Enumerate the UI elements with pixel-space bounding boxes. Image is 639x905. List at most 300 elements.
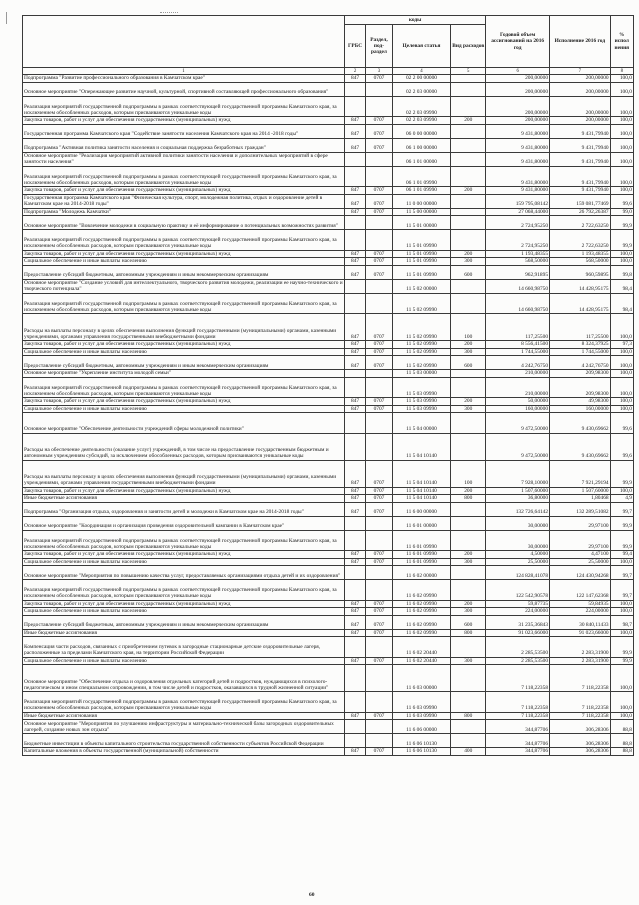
row-plan: 50,00000 (486, 398, 550, 406)
row-target-article: 11 6 02 09990 (392, 615, 450, 629)
row-plan: 159 795,08142 (486, 194, 550, 208)
row-razdel: 0707 (366, 748, 393, 756)
row-percent: 88,8 (610, 748, 633, 756)
row-execution: 29,97100 (550, 516, 611, 530)
row-razdel (366, 82, 393, 96)
row-execution: 1 193,48355 (550, 250, 611, 258)
row-razdel: 0707 (366, 551, 393, 559)
row-plan: 210,00000 (486, 370, 550, 378)
row-execution: 306,28306 (550, 720, 611, 734)
table-row (23, 460, 634, 487)
row-target-article: 11 6 02 20440 (392, 637, 450, 658)
table-row (23, 293, 634, 314)
row-percent: 100,0 (610, 558, 633, 566)
table-row (23, 566, 634, 580)
row-percent: 100,0 (610, 487, 633, 495)
row-execution: 7 118,22358 (550, 692, 611, 713)
table-row (23, 615, 634, 629)
col-index: 3 (366, 68, 393, 75)
col-index: 4 (392, 68, 450, 75)
row-percent: 100,0 (610, 82, 633, 96)
row-name: Закупка товаров, работ и услуг для обеспечения государственных (муниципальных) нужд (23, 341, 345, 349)
row-percent: 99,9 (610, 216, 633, 230)
row-razdel: 0707 (366, 356, 393, 370)
row-name: Реализация мероприятий государственной подпрограммы в рамках соответствующей государственной программы Камчатского края, за исключением обособленных расходов, которым присваиваются уникальные коды (23, 96, 345, 117)
row-name: Социальное обеспечение и иные выплаты населению (23, 405, 345, 413)
row-percent: 100,0 (610, 398, 633, 406)
row-target-article: 11 5 03 09990 (392, 398, 450, 406)
table-row (23, 530, 634, 551)
table-row (23, 558, 634, 566)
page-number: 60 (309, 892, 315, 898)
col-index: 1 (23, 68, 345, 75)
table-row (23, 516, 634, 530)
row-grbs: 847 (344, 600, 365, 608)
row-target-article: 06 1 01 00000 (392, 152, 450, 166)
row-execution: 4,47100 (550, 551, 611, 559)
row-grbs (344, 370, 365, 378)
row-name: Социальное обеспечение и иные выплаты населению (23, 657, 345, 665)
table-row (23, 230, 634, 251)
table-row (23, 208, 634, 216)
table-row (23, 265, 634, 279)
row-plan: 210,00000 (486, 377, 550, 398)
row-target-article: 11 0 00 00000 (392, 194, 450, 208)
row-name: Предоставление субсидий бюджетным, автономным учреждениям и иным некоммерческим организациям (23, 265, 345, 279)
row-percent: 99,0 (610, 208, 633, 216)
scan-edge-mark (6, 12, 12, 24)
row-grbs (344, 82, 365, 96)
row-target-article: 11 5 02 09990 (392, 293, 450, 314)
row-target-article: 11 5 01 09990 (392, 250, 450, 258)
col-index: 7 (550, 68, 611, 75)
row-grbs: 847 (344, 75, 365, 83)
row-percent: 100,0 (610, 250, 633, 258)
row-expense-type: 100 (451, 460, 486, 487)
row-razdel (366, 580, 393, 601)
row-expense-type: 300 (451, 608, 486, 616)
row-expense-type (451, 502, 486, 516)
row-execution: 2 283,31900 (550, 657, 611, 665)
row-percent: 99,4 (610, 551, 633, 559)
row-plan: 7 118,22358 (486, 665, 550, 692)
row-percent: 98,4 (610, 293, 633, 314)
row-plan: 344,87706 (486, 734, 550, 748)
row-razdel: 0707 (366, 138, 393, 152)
row-grbs: 847 (344, 615, 365, 629)
row-razdel: 0707 (366, 187, 393, 195)
row-plan: 30,00000 (486, 516, 550, 530)
row-name: Бюджетные инвестиции в объекты капитального строительства государственной собственности субъектов Российской Федерации (23, 734, 345, 748)
row-expense-type: 300 (451, 558, 486, 566)
row-percent: 99,7 (610, 502, 633, 516)
row-target-article: 11 6 06 10130 (392, 748, 450, 756)
row-percent: 99,9 (610, 657, 633, 665)
row-execution: 132 289,51082 (550, 502, 611, 516)
row-expense-type (451, 433, 486, 460)
row-plan: 4,50000 (486, 551, 550, 559)
row-plan: 132 726,64142 (486, 502, 550, 516)
row-name: Подпрограмма "Молодежь Камчатки" (23, 208, 345, 216)
row-expense-type (451, 166, 486, 187)
row-razdel (366, 566, 393, 580)
row-percent: 100,0 (610, 608, 633, 616)
row-name: Подпрограмма "Организация отдыха, оздоровления и занятости детей и молодежи в Камчатском крае на 2014-2018 годы" (23, 502, 345, 516)
table-row (23, 398, 634, 406)
table-row (23, 152, 634, 166)
table-row (23, 734, 634, 748)
row-grbs (344, 230, 365, 251)
row-razdel: 0707 (366, 398, 393, 406)
row-plan: 200,00000 (486, 96, 550, 117)
row-plan: 7 928,10000 (486, 460, 550, 487)
row-percent: 100,0 (610, 96, 633, 117)
row-percent: 88,8 (610, 720, 633, 734)
row-name: Закупка товаров, работ и услуг для обеспечения государственных (муниципальных) нужд (23, 398, 345, 406)
row-razdel (366, 279, 393, 293)
row-razdel (366, 637, 393, 658)
table-row (23, 580, 634, 601)
row-percent: 97,3 (610, 341, 633, 349)
row-expense-type (451, 96, 486, 117)
table-row (23, 629, 634, 637)
row-percent: 99,7 (610, 566, 633, 580)
table-row (23, 75, 634, 83)
row-execution: 200,00000 (550, 117, 611, 125)
row-expense-type (451, 734, 486, 748)
row-razdel: 0707 (366, 629, 393, 637)
table-row (23, 194, 634, 208)
row-plan: 9 431,80000 (486, 124, 550, 138)
row-razdel (366, 734, 393, 748)
row-name: Закупка товаров, работ и услуг для обеспечения государственных (муниципальных) нужд (23, 250, 345, 258)
row-razdel: 0707 (366, 258, 393, 266)
row-razdel: 0707 (366, 117, 393, 125)
row-expense-type (451, 377, 486, 398)
row-execution: 9 431,79940 (550, 187, 611, 195)
row-name: Основное мероприятие "Мероприятия по повышению качества услуг, предоставляемых организациями отдыха детей и их оздоровления" (23, 566, 345, 580)
row-execution: 159 081,77469 (550, 194, 611, 208)
row-grbs (344, 433, 365, 460)
row-grbs (344, 720, 365, 734)
row-razdel: 0707 (366, 265, 393, 279)
header-execution: Исполнение 2016 год (550, 16, 611, 68)
table-row (23, 370, 634, 378)
row-percent: 99,9 (610, 516, 633, 530)
row-razdel (366, 96, 393, 117)
row-target-article: 06 1 00 00000 (392, 138, 450, 152)
row-razdel: 0707 (366, 250, 393, 258)
row-grbs (344, 734, 365, 748)
row-plan: 344,87706 (486, 748, 550, 756)
row-percent: 88,8 (610, 734, 633, 748)
row-grbs (344, 665, 365, 692)
row-grbs (344, 413, 365, 434)
row-percent: 100,0 (610, 692, 633, 713)
row-plan: 2 285,53500 (486, 637, 550, 658)
row-target-article: 02 2 03 00000 (392, 82, 450, 96)
row-percent: 100,0 (610, 314, 633, 341)
table-row (23, 117, 634, 125)
row-expense-type: 200 (451, 600, 486, 608)
row-expense-type (451, 75, 486, 83)
row-razdel: 0707 (366, 502, 393, 516)
row-percent: 100,0 (610, 377, 633, 398)
row-grbs: 847 (344, 398, 365, 406)
col-index: 5 (451, 68, 486, 75)
table-row (23, 250, 634, 258)
row-razdel: 0707 (366, 405, 393, 413)
row-target-article: 11 6 02 09990 (392, 608, 450, 616)
row-plan: 124 828,41078 (486, 566, 550, 580)
row-target-article: 11 6 02 00000 (392, 566, 450, 580)
row-plan: 117,25500 (486, 314, 550, 341)
row-execution: 1,80468 (550, 495, 611, 503)
row-execution: 29,97100 (550, 530, 611, 551)
row-percent: 100,0 (610, 117, 633, 125)
row-execution: 4 242,76750 (550, 356, 611, 370)
row-razdel: 0707 (366, 348, 393, 356)
row-expense-type: 600 (451, 615, 486, 629)
row-grbs (344, 377, 365, 398)
row-grbs: 847 (344, 748, 365, 756)
row-plan: 9 472,50000 (486, 433, 550, 460)
row-grbs: 847 (344, 341, 365, 349)
header-codes: коды (344, 16, 485, 25)
row-target-article: 11 6 01 09990 (392, 530, 450, 551)
row-razdel: 0707 (366, 460, 393, 487)
row-name: Социальное обеспечение и иные выплаты населению (23, 348, 345, 356)
row-razdel: 0707 (366, 124, 393, 138)
row-expense-type (451, 637, 486, 658)
row-grbs: 847 (344, 258, 365, 266)
table-row (23, 748, 634, 756)
row-percent: 99,7 (610, 580, 633, 601)
row-plan: 91 023,66000 (486, 629, 550, 637)
row-expense-type (451, 692, 486, 713)
row-execution: 9 430,69662 (550, 433, 611, 460)
row-expense-type (451, 516, 486, 530)
row-name: Капитальные вложения в объекты государственной (муниципальной) собственности (23, 748, 345, 756)
row-target-article: 11 5 04 00000 (392, 413, 450, 434)
row-grbs: 847 (344, 194, 365, 208)
row-expense-type (451, 566, 486, 580)
row-plan: 1 193,48355 (486, 250, 550, 258)
row-target-article: 02 2 00 00000 (392, 75, 450, 83)
row-percent: 99,8 (610, 265, 633, 279)
row-expense-type: 200 (451, 341, 486, 349)
header-name (23, 16, 345, 68)
row-target-article: 11 6 01 09990 (392, 558, 450, 566)
table-row (23, 608, 634, 616)
row-name: Реализация мероприятий государственной подпрограммы в рамках соответствующей государственной программы Камчатского края, за исключением обособленных расходов, которым присваиваются уникальные коды (23, 692, 345, 713)
row-percent: 100,0 (610, 152, 633, 166)
table-row (23, 124, 634, 138)
row-expense-type (451, 194, 486, 208)
row-expense-type: 300 (451, 258, 486, 266)
row-execution: 9 430,69662 (550, 413, 611, 434)
row-name: Реализация мероприятий государственной подпрограммы в рамках соответствующей государственной программы Камчатского края, за исключением обособленных расходов, которым присваиваются уникальные коды (23, 293, 345, 314)
row-plan: 7 118,22358 (486, 712, 550, 720)
row-plan: 9 431,80000 (486, 187, 550, 195)
row-plan: 9 431,80000 (486, 138, 550, 152)
row-grbs: 847 (344, 487, 365, 495)
row-plan: 31 235,36843 (486, 615, 550, 629)
row-target-article: 11 6 00 00000 (392, 502, 450, 516)
row-grbs: 847 (344, 124, 365, 138)
table-row (23, 637, 634, 658)
row-execution: 49,98300 (550, 398, 611, 406)
row-grbs: 847 (344, 405, 365, 413)
row-target-article: 06 1 01 09990 (392, 187, 450, 195)
table-body (23, 75, 634, 756)
table-row (23, 314, 634, 341)
row-plan: 200,00000 (486, 82, 550, 96)
row-plan: 9 431,80000 (486, 166, 550, 187)
row-expense-type: 600 (451, 356, 486, 370)
row-grbs: 847 (344, 187, 365, 195)
row-expense-type (451, 413, 486, 434)
row-expense-type: 300 (451, 348, 486, 356)
row-razdel: 0707 (366, 75, 393, 83)
row-expense-type: 600 (451, 265, 486, 279)
row-razdel: 0707 (366, 194, 393, 208)
row-name: Закупка товаров, работ и услуг для обеспечения государственных (муниципальных) нужд (23, 551, 345, 559)
row-name: Подпрограмма "Развитие профессионального образования в Камчатском крае" (23, 75, 345, 83)
row-expense-type (451, 208, 486, 216)
row-name: Основное мероприятие "Обеспечение отдыха и оздоровления отдельных категорий детей и подростков, нуждающихся в психолого-педагогическом и ином специальном сопровождении, в том числе детей и подростков, оказавшихся в трудной жизненной ситуации" (23, 665, 345, 692)
table-row (23, 405, 634, 413)
row-execution: 7 118,22358 (550, 665, 611, 692)
row-razdel: 0707 (366, 495, 393, 503)
row-name: Реализация мероприятий государственной подпрограммы в рамках соответствующей государственной программы Камчатского края, за исключением обособленных расходов, которым присваиваются уникальные коды (23, 530, 345, 551)
row-target-article: 11 6 01 09990 (392, 551, 450, 559)
row-grbs: 847 (344, 117, 365, 125)
table-row (23, 692, 634, 713)
table-row (23, 279, 634, 293)
row-percent: 100,0 (610, 166, 633, 187)
row-execution: 9 431,79940 (550, 124, 611, 138)
row-plan: 200,00000 (486, 75, 550, 83)
row-plan: 4 242,76750 (486, 356, 550, 370)
row-expense-type: 800 (451, 495, 486, 503)
row-target-article: 11 6 02 20440 (392, 657, 450, 665)
row-name: Основное мероприятие "Мероприятия по улучшению инфраструктуры и материально-технической базы загородных оздоровительных лагерей, создание новых зон отдыха" (23, 720, 345, 734)
row-razdel (366, 692, 393, 713)
row-grbs (344, 637, 365, 658)
row-grbs (344, 530, 365, 551)
row-razdel (366, 433, 393, 460)
row-execution: 117,25500 (550, 314, 611, 341)
row-razdel: 0707 (366, 208, 393, 216)
row-plan: 1 507,60000 (486, 487, 550, 495)
row-percent: 100,0 (610, 712, 633, 720)
row-target-article: 06 1 01 09990 (392, 166, 450, 187)
row-execution: 306,28306 (550, 734, 611, 748)
row-execution: 960,59895 (550, 265, 611, 279)
row-razdel (366, 370, 393, 378)
row-plan: 14 660,98750 (486, 279, 550, 293)
row-name: Государственная программа Камчатского края "Физическая культура, спорт, молодежная политика, отдых и оздоровление детей в Камчатском крае на 2014-2018 годы" (23, 194, 345, 208)
row-name: Реализация мероприятий государственной подпрограммы в рамках соответствующей государственной программы Камчатского края, за исключением обособленных расходов, которым присваиваются уникальные коды (23, 230, 345, 251)
row-percent: 100,0 (610, 356, 633, 370)
row-expense-type (451, 82, 486, 96)
row-expense-type: 800 (451, 629, 486, 637)
row-percent: 100,0 (610, 348, 633, 356)
row-execution: 200,00000 (550, 96, 611, 117)
row-target-article: 11 5 01 00000 (392, 216, 450, 230)
row-razdel (366, 377, 393, 398)
header-target-article: Целевая статья (392, 25, 450, 68)
row-execution: 9 431,79940 (550, 138, 611, 152)
row-execution: 8 324,37925 (550, 341, 611, 349)
row-percent: 98,4 (610, 279, 633, 293)
row-grbs (344, 516, 365, 530)
row-name: Основное мероприятие "Координация и организация проведения оздоровительной кампании в Камчатском крае" (23, 516, 345, 530)
row-percent: 100,0 (610, 370, 633, 378)
row-name: Реализация мероприятий государственной подпрограммы в рамках соответствующей государственной программы Камчатского края, за исключением обособленных расходов, которым присваиваются уникальные коды (23, 377, 345, 398)
row-grbs: 847 (344, 502, 365, 516)
table-row (23, 187, 634, 195)
row-execution: 9 431,79940 (550, 152, 611, 166)
row-grbs (344, 96, 365, 117)
row-grbs (344, 166, 365, 187)
row-plan: 8 556,41500 (486, 341, 550, 349)
row-execution: 122 147,62368 (550, 580, 611, 601)
row-expense-type: 200 (451, 551, 486, 559)
row-percent: 100,0 (610, 665, 633, 692)
scan-speck (160, 12, 178, 14)
row-target-article: 11 5 04 10140 (392, 433, 450, 460)
row-expense-type (451, 230, 486, 251)
row-target-article: 02 2 03 09990 (392, 117, 450, 125)
table-row (23, 502, 634, 516)
table-row (23, 600, 634, 608)
row-execution: 200,00000 (550, 75, 611, 83)
row-target-article: 11 6 06 10130 (392, 734, 450, 748)
row-percent: 98,7 (610, 615, 633, 629)
row-percent: 100,0 (610, 124, 633, 138)
row-percent: 99,9 (610, 637, 633, 658)
row-grbs: 847 (344, 138, 365, 152)
row-plan: 200,00000 (486, 117, 550, 125)
row-name: Предоставление субсидий бюджетным, автономным учреждениям и иным некоммерческим организациям (23, 615, 345, 629)
row-execution: 224,00000 (550, 608, 611, 616)
table-row (23, 551, 634, 559)
row-target-article: 11 6 03 09990 (392, 692, 450, 713)
row-expense-type (451, 720, 486, 734)
row-name: Государственная программа Камчатского края "Содействие занятости населения Камчатского края на 2014 -2018 годы" (23, 124, 345, 138)
table-row (23, 720, 634, 734)
row-expense-type: 200 (451, 187, 486, 195)
row-razdel (366, 293, 393, 314)
row-target-article: 11 5 03 00000 (392, 370, 450, 378)
row-plan: 30,00000 (486, 530, 550, 551)
row-execution: 26 792,26387 (550, 208, 611, 216)
row-execution: 14 428,95175 (550, 293, 611, 314)
row-name: Иные бюджетные ассигнования (23, 495, 345, 503)
row-grbs: 847 (344, 608, 365, 616)
row-plan: 122 542,90578 (486, 580, 550, 601)
row-grbs (344, 566, 365, 580)
row-expense-type: 200 (451, 250, 486, 258)
row-target-article: 11 5 01 09990 (392, 258, 450, 266)
row-execution: 59,84935 (550, 600, 611, 608)
row-plan: 962,91895 (486, 265, 550, 279)
header-grbs: ГРБС (344, 25, 365, 68)
row-execution: 2 722,63250 (550, 230, 611, 251)
row-percent: 100,0 (610, 258, 633, 266)
